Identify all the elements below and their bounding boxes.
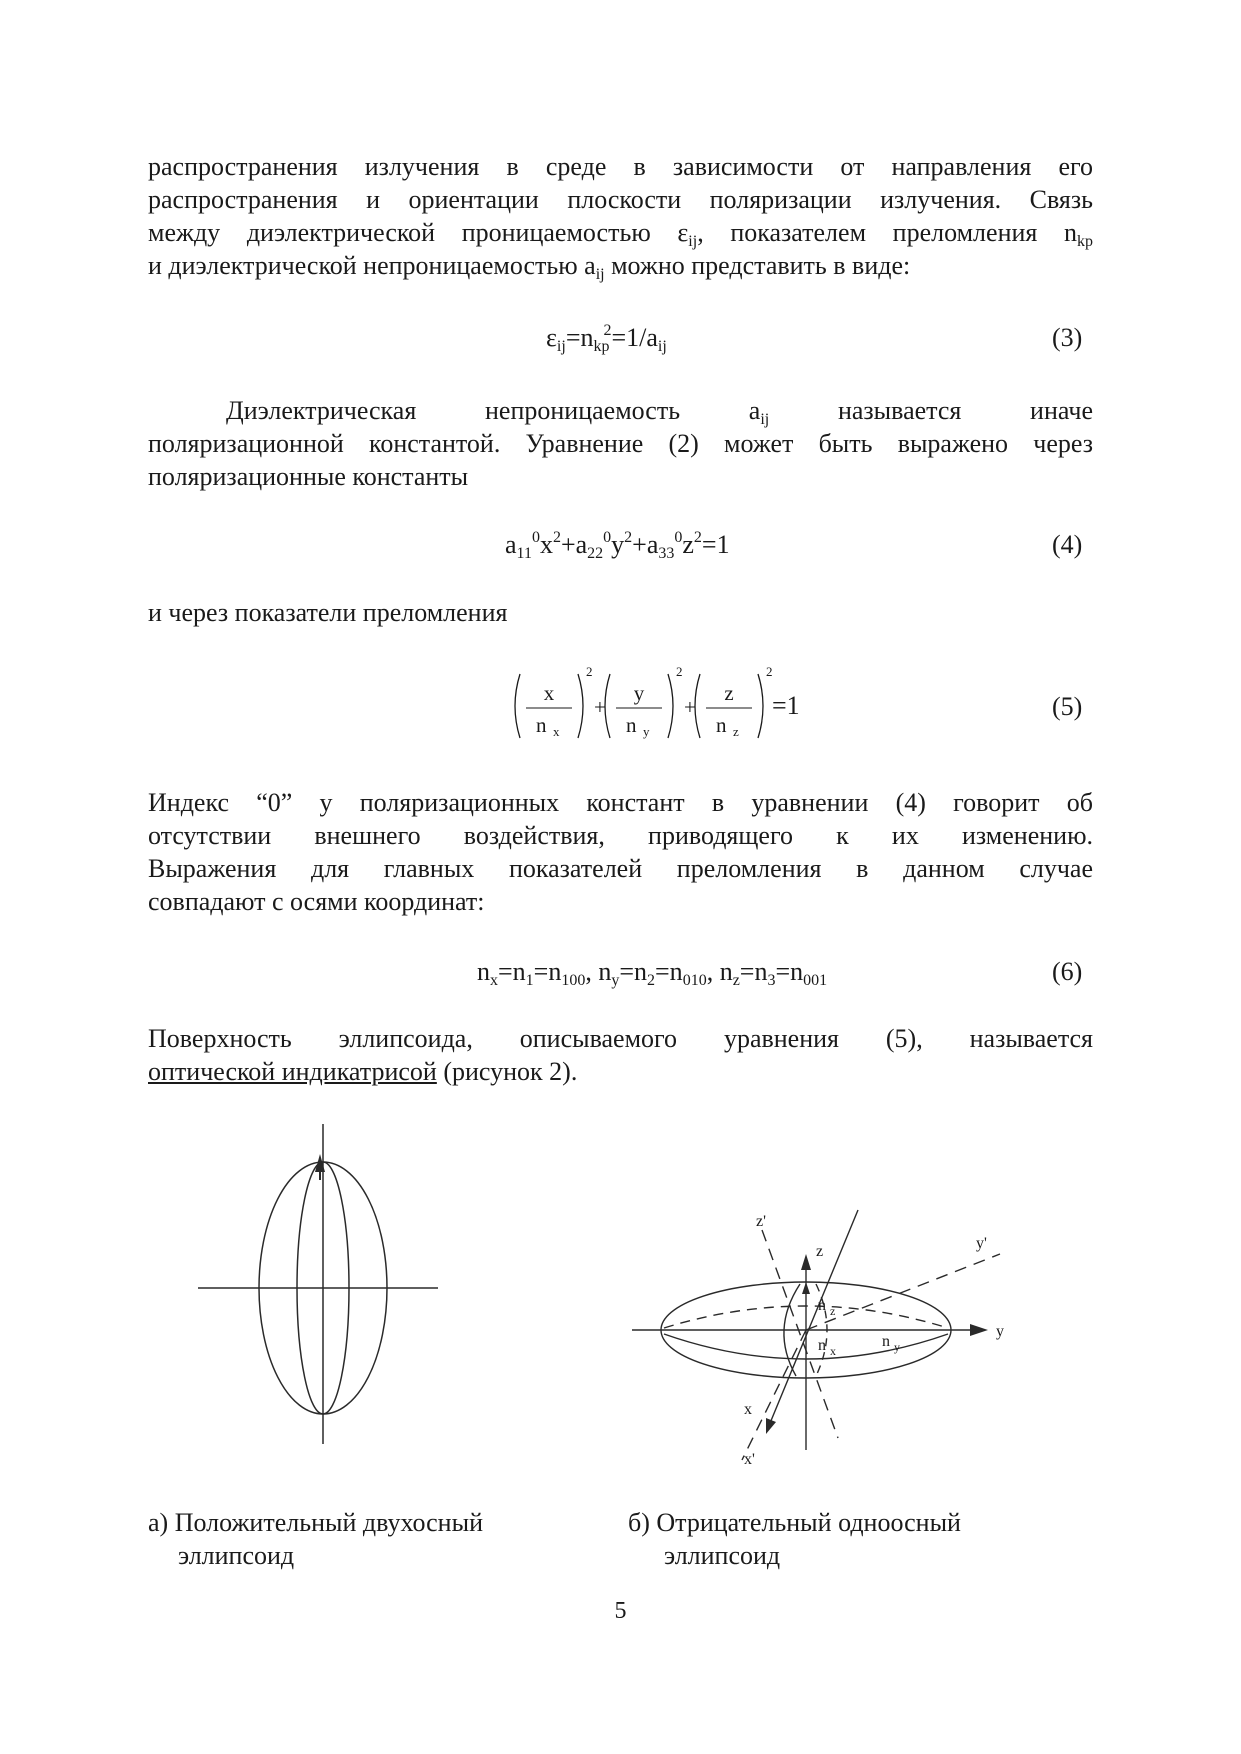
- eq3-f: =1/a: [611, 323, 658, 352]
- eq4-p: =1: [701, 530, 730, 559]
- p2-line-2: поляризационной константой. Уравнение (2) может быть выражено через: [148, 429, 1093, 458]
- p5-l2b: (рисунок 2).: [436, 1057, 578, 1086]
- eq6-c: =n: [498, 957, 526, 986]
- paragraph-2: [148, 394, 1093, 493]
- eq4-k: +a: [632, 530, 659, 559]
- eq6-o: =n: [739, 957, 768, 986]
- eq4-a: a: [505, 530, 517, 559]
- eq6-h: y: [611, 972, 620, 989]
- fig-b-label-ny-n: n: [882, 1333, 890, 1350]
- equation-4-number: (4): [1052, 530, 1083, 559]
- fig-b-z-arrow: [801, 1254, 811, 1270]
- fig-b-label-x-prime: x': [744, 1451, 755, 1468]
- eq6-e: =n: [533, 957, 562, 986]
- caption-b: [628, 1506, 961, 1572]
- p5-line-1: Поверхность эллипсоида, описываемого уравнения (5), называется: [148, 1024, 1093, 1053]
- equation-5: [510, 662, 810, 750]
- eq4-g: 22: [587, 545, 604, 562]
- p2-l1a: Диэлектрическая непроницаемость a: [226, 396, 761, 425]
- p3-line-1: и через показатели преломления: [148, 598, 508, 627]
- eq3-g: ij: [657, 338, 667, 355]
- p1-l3d: kp: [1077, 233, 1093, 250]
- fig-b-label-y-prime: y': [976, 1235, 987, 1252]
- eq4-l: 33: [658, 545, 675, 562]
- fig-b-x-arrow: [766, 1418, 776, 1434]
- eq6-r: 001: [803, 972, 828, 989]
- p5-line-2: [148, 1055, 1093, 1088]
- fig-b-label-nz-s: z: [830, 1304, 836, 1318]
- eq5-paren-right-2: [668, 674, 673, 738]
- eq5-num-x: x: [543, 681, 555, 705]
- p1-l4a: и диэлектрической непроницаемостью a: [148, 251, 596, 280]
- fig-b-label-z: z: [816, 1243, 824, 1260]
- fig-b-label-z-prime: z': [756, 1213, 766, 1230]
- caption-a-line-2: эллипсоид: [178, 1541, 295, 1570]
- eq6-p: 3: [767, 972, 776, 989]
- eq6-m: , n: [706, 957, 733, 986]
- p1-l4c: можно представить в виде:: [604, 251, 911, 280]
- eq6-q: =n: [775, 957, 804, 986]
- eq6-f: 100: [561, 972, 586, 989]
- eq3-a: ε: [546, 323, 557, 352]
- eq3-c: =n: [565, 323, 594, 352]
- eq4-h: 0: [603, 529, 612, 546]
- eq3-d: kp: [593, 338, 610, 355]
- p1-l3c: , показателем преломления n: [697, 218, 1077, 247]
- eq5-den-sz: z: [733, 724, 739, 739]
- eq3-b: ij: [556, 338, 566, 355]
- eq5-paren-left-1: [515, 674, 520, 738]
- eq4-o: 2: [693, 529, 702, 546]
- equation-3: [546, 323, 667, 353]
- eq6-k: =n: [655, 957, 683, 986]
- eq5-paren-right-1: [578, 674, 583, 738]
- fig-b-label-ny-s: y: [894, 1340, 900, 1354]
- eq4-m: 0: [674, 529, 683, 546]
- p2-line-3: поляризационные константы: [148, 462, 469, 491]
- caption-b-line-2: эллипсоид: [664, 1541, 781, 1570]
- eq5-den-n1: n: [536, 713, 547, 737]
- eq6-a: n: [477, 957, 490, 986]
- paragraph-4: [148, 786, 1093, 918]
- figure-b-ellipsoid: [620, 1200, 1020, 1470]
- eq4-c: 0: [531, 529, 540, 546]
- p4-line-3: Выражения для главных показателей преломления в данном случае: [148, 854, 1093, 883]
- caption-a: [148, 1506, 483, 1572]
- eq6-j: 2: [647, 972, 656, 989]
- fig-b-x-prime-axis: [742, 1330, 806, 1460]
- eq4-j: 2: [624, 529, 633, 546]
- equation-6-number: (6): [1052, 957, 1083, 986]
- eq4-d: x: [539, 530, 553, 559]
- eq5-num-y: y: [633, 681, 645, 705]
- fig-b-label-nx-n: n: [818, 1337, 826, 1354]
- term-optical-indicatrix: оптической индикатрисой: [148, 1057, 437, 1086]
- fig-b-x-axis: [768, 1210, 858, 1428]
- paragraph-3: [148, 596, 1093, 629]
- p1-l3b: ij: [688, 233, 698, 250]
- eq6-b: x: [490, 972, 498, 989]
- eq6-l: 010: [682, 972, 707, 989]
- p1-line-1: распространения излучения в среде в зависимости от направления его: [148, 152, 1093, 181]
- p1-l4b: ij: [595, 266, 605, 283]
- fig-b-label-nx-s: x: [830, 1344, 836, 1358]
- p1-line-4: [148, 249, 1093, 282]
- eq5-paren-right-3: [758, 674, 763, 738]
- fig-b-label-nz-n: n: [818, 1297, 826, 1314]
- eq5-den-sy: y: [643, 724, 650, 739]
- p4-line-1: Индекс “0” у поляризационных констант в уравнении (4) говорит об: [148, 788, 1093, 817]
- eq6-d: 1: [525, 972, 534, 989]
- eq5-pow-2: 2: [676, 664, 683, 679]
- p4-line-4: совпадают с осями координат:: [148, 887, 485, 916]
- equation-3-number: (3): [1052, 323, 1083, 352]
- eq5-pow-1: 2: [586, 664, 593, 679]
- eq6-i: =n: [619, 957, 648, 986]
- equation-6: [477, 957, 827, 987]
- fig-b-y-arrow: [970, 1324, 988, 1336]
- eq5-den-sx: x: [553, 724, 560, 739]
- eq5-equals: =1: [772, 691, 800, 720]
- fig-b-z-inner-arrow: [802, 1282, 810, 1294]
- caption-a-line-1: а) Положительный двухосный: [148, 1508, 483, 1537]
- p2-line-1: [148, 394, 1093, 427]
- paragraph-5: [148, 1022, 1093, 1088]
- eq5-plus-1: +: [594, 695, 606, 719]
- p1-line-2: распространения и ориентации плоскости поляризации излучения. Связь: [148, 185, 1093, 214]
- p2-l1c: называется иначе: [769, 396, 1093, 425]
- caption-b-line-1: б) Отрицательный одноосный: [628, 1508, 961, 1537]
- eq4-n: z: [682, 530, 694, 559]
- eq5-num-z: z: [724, 681, 734, 705]
- eq5-den-n2: n: [626, 713, 637, 737]
- eq4-f: +a: [560, 530, 588, 559]
- p2-l1b: ij: [760, 411, 770, 428]
- eq5-plus-2: +: [684, 695, 696, 719]
- fig-b-label-y: y: [996, 1323, 1004, 1340]
- paragraph-1: [148, 150, 1093, 282]
- figure-a-ellipsoid: [190, 1120, 450, 1460]
- eq4-i: y: [611, 530, 625, 559]
- eq3-e: 2: [603, 322, 612, 339]
- p1-line-3: [148, 216, 1093, 249]
- eq4-b: 11: [516, 545, 532, 562]
- equation-4: [505, 530, 730, 560]
- equation-5-number: (5): [1052, 692, 1083, 721]
- eq6-g: , n: [585, 957, 612, 986]
- p1-l3a: между диэлектрической проницаемостью ε: [148, 218, 689, 247]
- eq5-pow-3: 2: [766, 664, 773, 679]
- eq5-den-n3: n: [716, 713, 727, 737]
- fig-b-z-prime-axis: [762, 1230, 838, 1438]
- eq6-n: z: [732, 972, 740, 989]
- fig-b-label-x: x: [744, 1401, 752, 1418]
- eq4-e: 2: [552, 529, 561, 546]
- page-number: 5: [614, 1598, 627, 1624]
- p4-line-2: отсутствии внешнего воздействия, приводящего к их изменению.: [148, 821, 1093, 850]
